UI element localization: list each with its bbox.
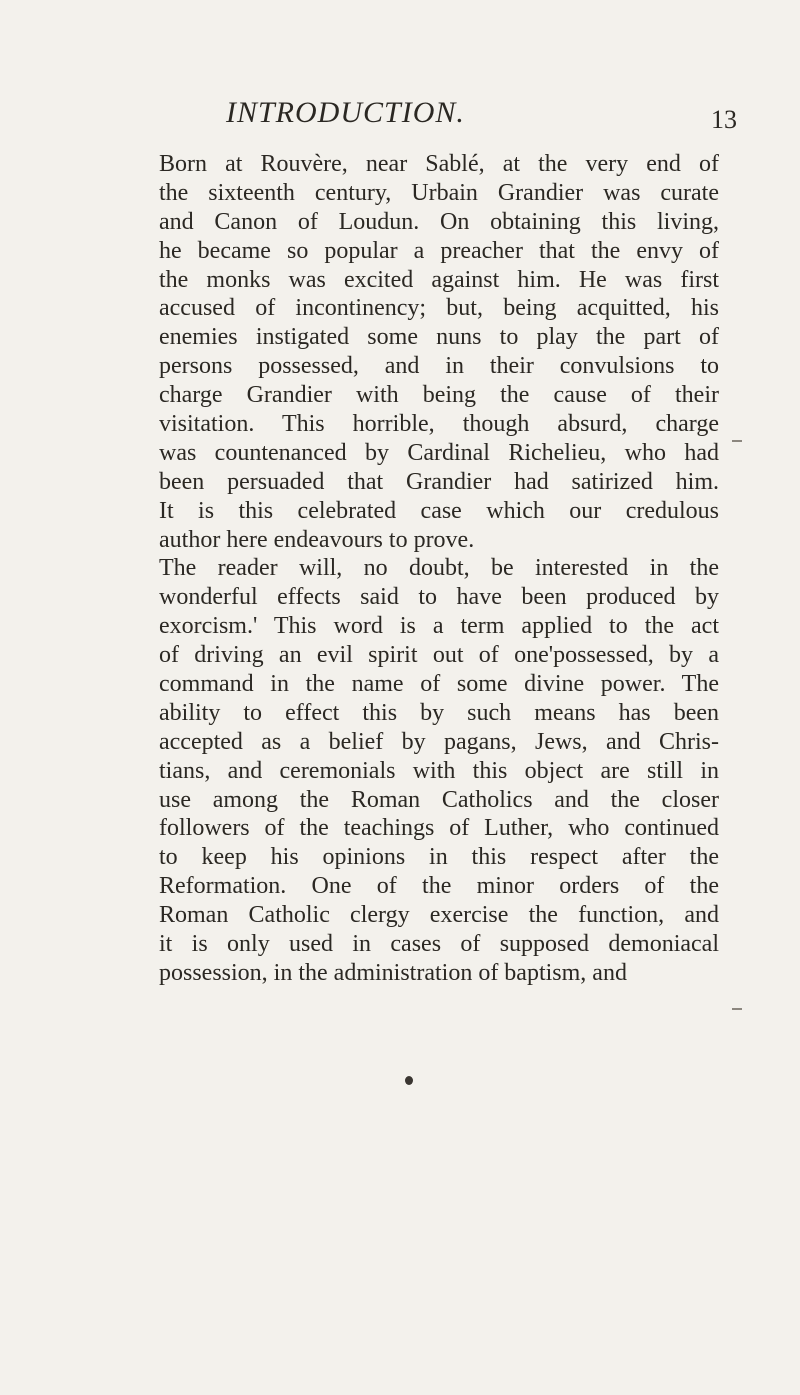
- text-line: enemies instigated some nuns to play the part of: [159, 324, 719, 351]
- text-line: possession, in the administration of baptism, and: [159, 959, 627, 986]
- text-line: to keep his opinions in this respect after the: [159, 844, 719, 871]
- text-line: command in the name of some divine power. The: [159, 671, 719, 698]
- text-line: Roman Catholic clergy exercise the function, and: [159, 902, 719, 929]
- text-line: tians, and ceremonials with this object are still in: [159, 757, 719, 784]
- page-number: 13: [711, 105, 737, 134]
- text-line: was countenanced by Cardinal Richelieu, who had: [159, 439, 719, 466]
- text-line: and Canon of Loudun. On obtaining this living,: [159, 208, 719, 235]
- ink-speck: [405, 1076, 413, 1085]
- text-line: he became so popular a preacher that the envy of: [159, 237, 719, 264]
- text-line: it is only used in cases of supposed demoniacal: [159, 931, 719, 958]
- text-line: The reader will, no doubt, be interested in the: [159, 555, 719, 582]
- text-line: of driving an evil spirit out of one'possessed, by a: [159, 642, 719, 669]
- text-line: use among the Roman Catholics and the closer: [159, 786, 719, 813]
- text-line: exorcism.' This word is a term applied to the act: [159, 613, 719, 640]
- text-line: accepted as a belief by pagans, Jews, and Chris-: [159, 728, 719, 755]
- running-head: INTRODUCTION.: [226, 96, 465, 129]
- text-line: persons possessed, and in their convulsions to: [159, 353, 719, 380]
- text-line: It is this celebrated case which our credulous: [159, 497, 719, 524]
- text-line: charge Grandier with being the cause of their: [159, 382, 719, 409]
- margin-mark: [732, 440, 742, 442]
- text-line: followers of the teachings of Luther, who continued: [159, 815, 719, 842]
- text-line: ability to effect this by such means has been: [159, 699, 719, 726]
- text-line: wonderful effects said to have been produced by: [159, 584, 719, 611]
- text-line: the monks was excited against him. He was first: [159, 266, 719, 293]
- text-line: Born at Rouvère, near Sablé, at the very end of: [159, 151, 719, 177]
- text-line: accused of incontinency; but, being acquitted, his: [159, 295, 719, 322]
- text-line: Reformation. One of the minor orders of the: [159, 873, 719, 900]
- text-line: visitation. This horrible, though absurd, charge: [159, 411, 719, 438]
- text-line: the sixteenth century, Urbain Grandier was curate: [159, 179, 719, 206]
- text-line: author here endeavours to prove.: [159, 526, 475, 553]
- text-line: been persuaded that Grandier had satirized him.: [159, 468, 719, 495]
- margin-mark: [732, 1008, 742, 1010]
- body-text: [159, 150, 719, 988]
